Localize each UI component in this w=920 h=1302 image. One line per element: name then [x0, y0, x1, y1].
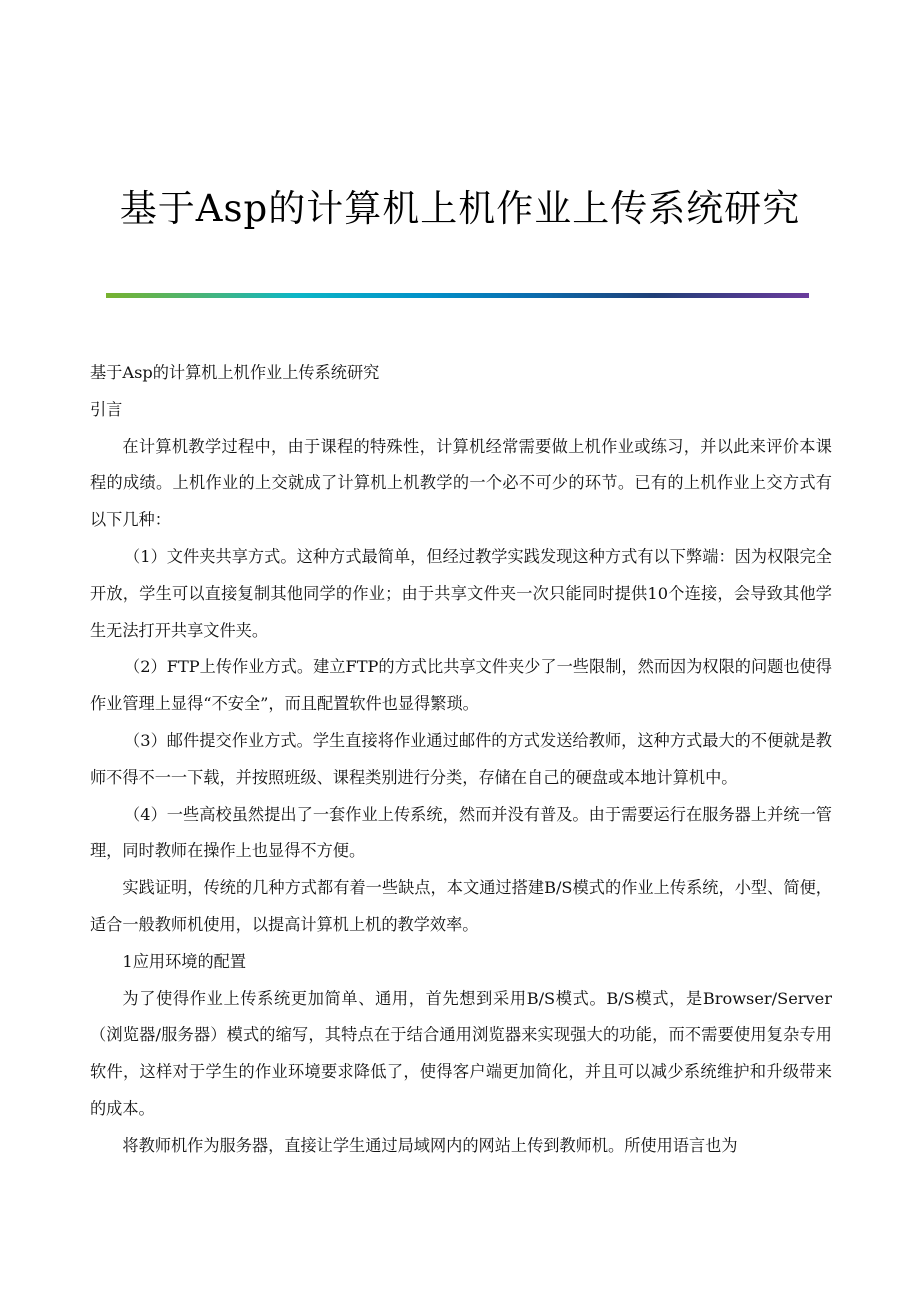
- paragraph-teacher-server: 将教师机作为服务器，直接让学生通过局域网内的网站上传到教师机。所使用语言也为: [122, 1135, 738, 1155]
- paragraph-method-3: （3）邮件提交作业方式。学生直接将作业通过邮件的方式发送给教师，这种方式最大的不便就是教师不得不一一下载，并按照班级、课程类别进行分类，存储在自己的硬盘或本地计算机中。: [90, 730, 832, 787]
- section-heading-intro: 引言: [90, 399, 123, 419]
- paragraph-intro: 在计算机教学过程中，由于课程的特殊性，计算机经常需要做上机作业或练习，并以此来评价本课程的成绩。上机作业的上交就成了计算机上机教学的一个必不可少的环节。已有的上机作业上交方式有以下几种：: [90, 436, 832, 530]
- section-heading-1: 1应用环境的配置: [122, 951, 247, 971]
- paragraph-method-4: （4）一些高校虽然提出了一套作业上传系统，然而并没有普及。由于需要运行在服务器上并统一管理，同时教师在操作上也显得不方便。: [90, 804, 832, 861]
- document-body: [90, 355, 832, 1165]
- document-subtitle: 基于Asp的计算机上机作业上传系统研究: [90, 363, 380, 382]
- title-gradient-divider: [106, 293, 809, 298]
- paragraph-method-2: （2）FTP上传作业方式。建立FTP的方式比共享文件夹少了一些限制，然而因为权限的问题也使得作业管理上显得“不安全”，而且配置软件也显得繁琐。: [90, 657, 832, 714]
- paragraph-bs-mode: 为了使得作业上传系统更加简单、通用，首先想到采用B/S模式。B/S模式，是Browser/Server（浏览器/服务器）模式的缩写，其特点在于结合通用浏览器来实现强大的功能，而不需要使用复杂专用软件，这样对于学生的作业环境要求降低了，使得客户端更加简化，并且可以减少系统维护和升级带来的成本。: [90, 988, 832, 1118]
- document-title: 基于Asp的计算机上机作业上传系统研究: [119, 187, 801, 230]
- paragraph-method-1: （1）文件夹共享方式。这种方式最简单，但经过教学实践发现这种方式有以下弊端：因为权限完全开放，学生可以直接复制其他同学的作业；由于共享文件夹一次只能同时提供10个连接，会导致其他学生无法打开共享文件夹。: [90, 546, 832, 640]
- paragraph-conclusion: 实践证明，传统的几种方式都有着一些缺点，本文通过搭建B/S模式的作业上传系统，小型、简便，适合一般教师机使用，以提高计算机上机的教学效率。: [90, 878, 832, 934]
